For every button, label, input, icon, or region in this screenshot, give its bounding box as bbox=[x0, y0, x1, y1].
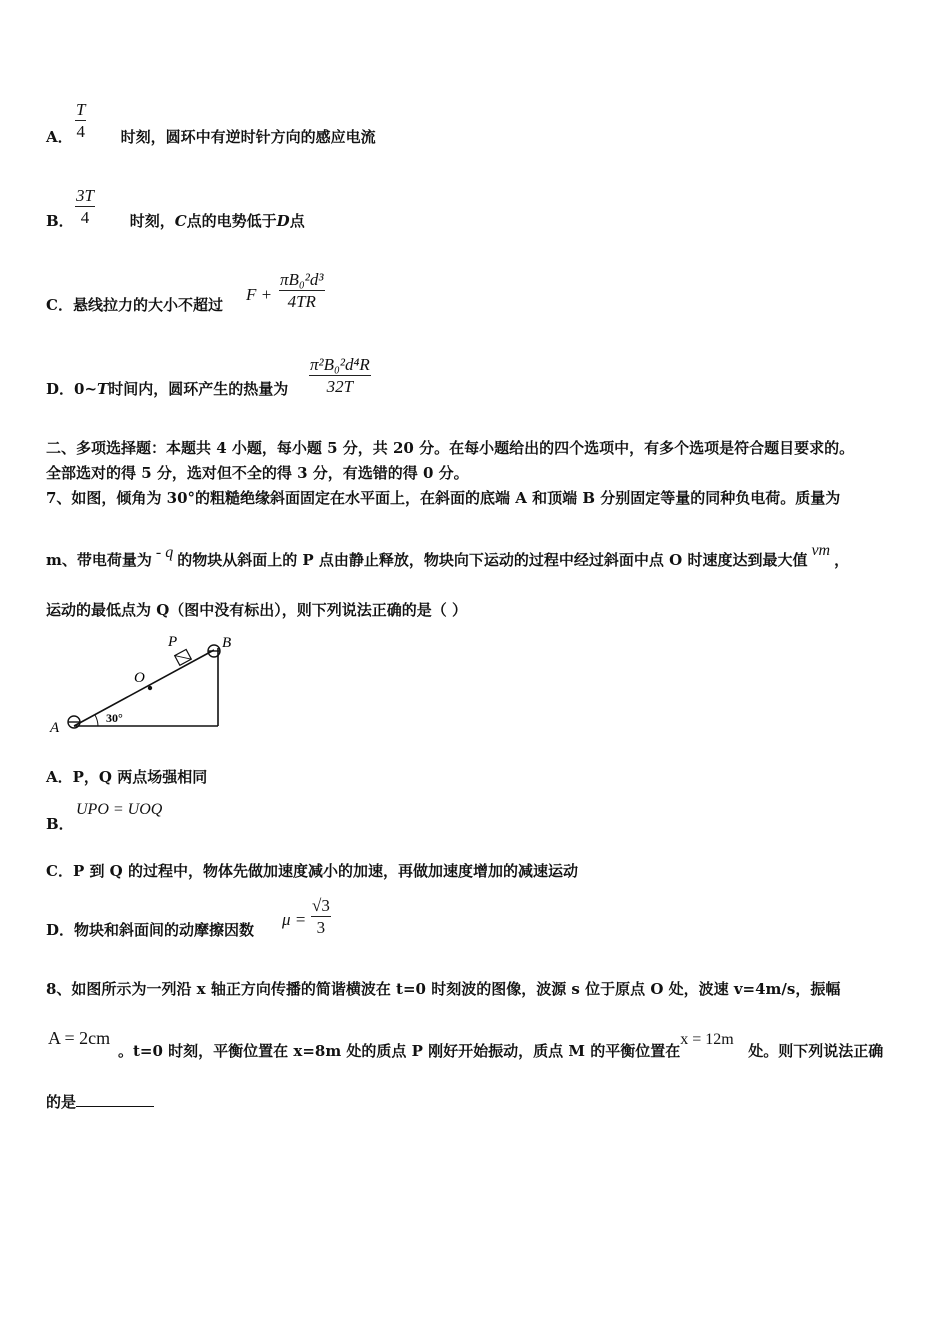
incline-slope bbox=[74, 650, 214, 726]
xm-formula: x = 12m bbox=[680, 1031, 734, 1048]
fraction-3t-over-4: 3T 4 bbox=[76, 186, 94, 227]
option-c-q7: C．P 到 Q 的过程中，物体先做加速度减小的加速，再做加速度增加的减速运动 bbox=[46, 862, 578, 880]
amplitude-formula: A = 2cm bbox=[48, 1028, 111, 1048]
vm-symbol: vm bbox=[811, 542, 831, 559]
label-o: O bbox=[134, 670, 145, 686]
fraction-sqrt3-over-3: √3 3 bbox=[312, 896, 330, 937]
charge-symbol: - q bbox=[155, 544, 174, 561]
option-c-q6: C．悬线拉力的大小不超过 bbox=[46, 296, 223, 314]
section2-line1: 二、多项选择题：本题共 4 小题，每小题 5 分，共 20 分。在每小题给出的四个选项中，有多个选项是符合题目要求的。 bbox=[46, 439, 855, 457]
section2-line2: 全部选对的得 5 分，选对但不全的得 3 分，有选错的得 0 分。 bbox=[46, 464, 469, 482]
formula-mu: μ = bbox=[282, 910, 307, 929]
incline-diagram bbox=[46, 630, 246, 742]
q7-line1: 7、如图，倾角为 30°的粗糙绝缘斜面固定在水平面上，在斜面的底端 A 和顶端 B 分别固定等量的同种负电荷。质量为 bbox=[46, 489, 841, 507]
option-a-q6: A． 时刻，圆环中有逆时针方向的感应电流 bbox=[46, 128, 376, 146]
label-p: P bbox=[168, 634, 178, 650]
option-b-q7: B． bbox=[46, 815, 74, 833]
q8-line1: 8、如图所示为一列沿 x 轴正方向传播的简谐横波在 t=0 时刻波的图像，波源 s 位于原点 O 处，波速 v=4m/s，振幅 bbox=[46, 980, 841, 998]
fraction-t-over-4: T 4 bbox=[76, 100, 86, 141]
formula-c-lhs: F + bbox=[246, 285, 273, 304]
fraction-tension: πB₀²d³ 4TR bbox=[280, 270, 324, 311]
q8-line2: 。t=0 时刻，平衡位置在 x=8m 处的质点 P 刚好开始振动，质点 M 的平衡位置在x = 12m处。则下列说法正确 bbox=[118, 1031, 884, 1060]
answer-blank[interactable] bbox=[76, 1092, 154, 1107]
option-a-q7: A．P，Q 两点场强相同 bbox=[46, 768, 208, 786]
point-o bbox=[148, 686, 152, 690]
fraction-heat: π²B₀²d⁴R 32T bbox=[310, 355, 370, 396]
q8-line3: 的是 bbox=[46, 1092, 154, 1112]
label-a: A bbox=[50, 720, 60, 736]
q7-line3: 运动的最低点为 Q（图中没有标出），则下列说法正确的是（ ） bbox=[46, 601, 468, 619]
label-angle: 30° bbox=[106, 711, 123, 725]
option-b-q6: B． 时刻，C点的电势低于D点 bbox=[46, 212, 305, 230]
option-d-q6: D．0~T时间内，圆环产生的热量为 bbox=[46, 380, 289, 398]
option-d-q7: D．物块和斜面间的动摩擦因数 bbox=[46, 921, 255, 939]
label-b: B bbox=[222, 635, 232, 651]
formula-upo-uoq: UPO = UOQ bbox=[76, 801, 163, 818]
q7-line2: m、带电荷量为 - q 的物块从斜面上的 P 点由静止释放，物块向下运动的过程中经过斜面中点 O 时速度达到最大值vm， bbox=[46, 542, 850, 569]
